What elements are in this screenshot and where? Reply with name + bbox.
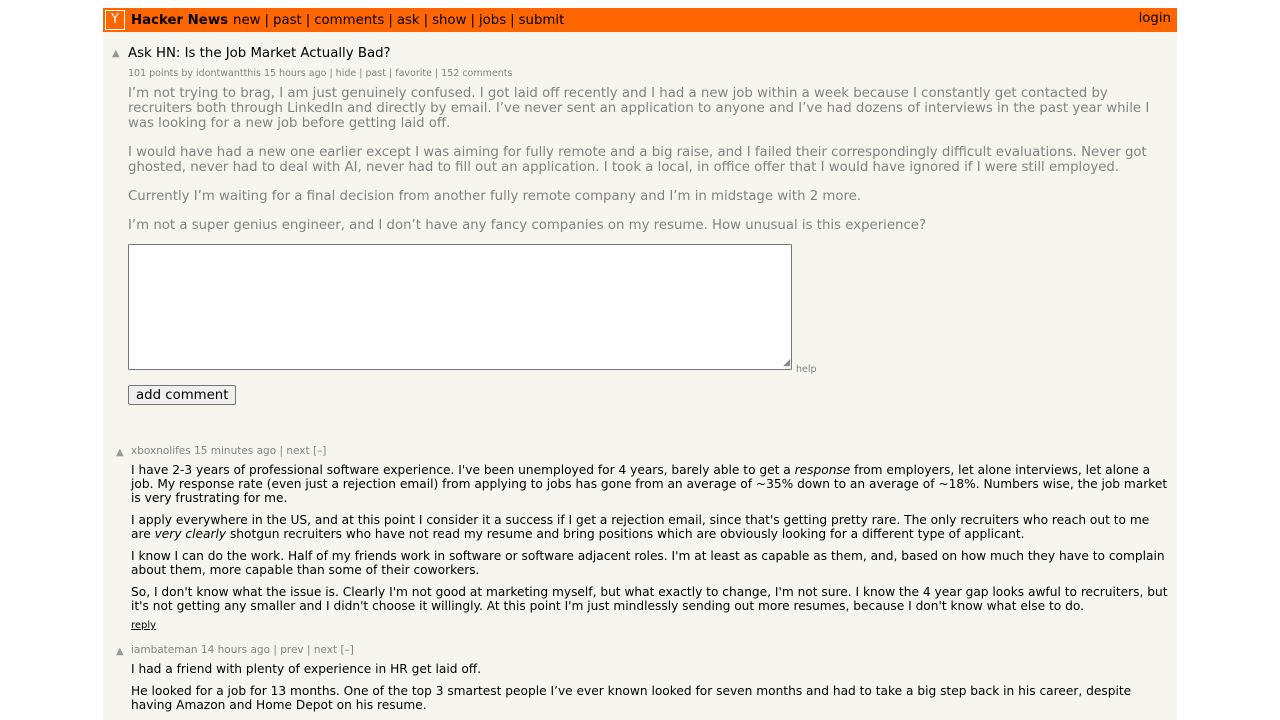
reply-link[interactable]: reply [131,620,157,631]
comment-paragraph: I had a friend with plenty of experience in HR get laid off. [131,662,482,676]
page-container [103,8,1177,720]
comment-paragraph: I have 2-3 years of professional software experience. I've been unemployed for 4 years, barely able to get a response from employers, let alone interviews, let alone a job. My response rate (even just a rejection email) from applying to jobs has gone from an average of ~35% down to an average of ~18%. Numbers wise, the job market is very frustrating for me. [131,463,1168,505]
story-paragraph: Currently I’m waiting for a final decision from another fully remote company and I’m in midstage with 2 more. [128,189,862,204]
site-name-link[interactable]: Hacker News [131,12,229,28]
help-link[interactable]: help [796,364,817,375]
login-link[interactable]: login [1138,11,1171,26]
comment-paragraph: So, I don't know what the issue is. Clearly I'm not good at marketing myself, but what exactly to change, I'm not sure. I know the 4 year gap looks awful to recruiters, but it's not getting any smaller and I didn't choose it willingly. At this point I'm just mindlessly sending out more resumes, because I don't know what else to do. [131,585,1168,613]
story-paragraph: I would have had a new one earlier except I was aiming for fully remote and a big raise, and I failed their correspondingly difficult evaluations. Never got ghosted, never had to deal with AI, never had to fill out an application. I took a local, in office offer that I would have ignored if I were still employed. [128,145,1147,175]
upvote-icon[interactable]: ▲ [116,447,124,458]
nav-comments[interactable]: comments [314,12,385,28]
comment-text [131,463,1171,621]
y-logo-icon[interactable]: Y [105,10,125,30]
comment-text [131,662,1171,720]
comment-paragraph: I apply everywhere in the US, and at this point I consider it a success if I get a rejection email, since that's getting pretty rare. The only recruiters who reach out to me are very clearly shotgun recruiters who have not read my resume and bring positions which are obviously looking for a different type of applicant. [131,513,1150,541]
nav-show[interactable]: show [432,12,467,28]
comment-head: iambateman 14 hours ago | prev | next [–] [131,644,354,656]
nav-links [233,13,564,28]
story-paragraph: I’m not trying to brag, I am just genuinely confused. I got laid off recently and I had a new job within a week because I constantly get contacted by recruiters both through LinkedIn and directly by email. I’ve never sent an application to anyone and I’ve had dozens of interviews in the past year while I was looking for a new job before getting laid off. [128,86,1150,131]
nav-jobs[interactable]: jobs [478,12,507,28]
comment-paragraph: He looked for a job for 13 months. One of the top 3 smartest people I’ve ever known looked for seven months and had to take a big step back in his career, despite having Amazon and Home Depot on his resume. [131,684,1132,712]
nav-separator: | [510,12,515,28]
nav-past[interactable]: past [273,12,302,28]
nav-new[interactable]: new [233,12,261,28]
story-text [128,86,1158,247]
story-subtext: 101 points by idontwantthis 15 hours ago | hide | past | favorite | 152 comments [128,68,513,79]
top-nav-bar [103,8,1177,32]
comment-textarea[interactable] [128,244,792,370]
resize-grip-icon[interactable]: ◢ [783,358,790,368]
nav-submit[interactable]: submit [518,12,565,28]
nav-separator: | [305,12,311,28]
nav-separator: | [388,12,393,28]
story-paragraph: I’m not a super genius engineer, and I don’t have any fancy companies on my resume. How unusual is this experience? [128,218,927,233]
add-comment-button[interactable]: add comment [128,385,236,405]
nav-separator: | [470,12,475,28]
story-title[interactable]: Ask HN: Is the Job Market Actually Bad? [128,46,391,61]
nav-ask[interactable]: ask [396,12,420,28]
comment-head: xboxnolifes 15 minutes ago | next [–] [131,445,327,457]
nav-separator: | [264,12,269,28]
nav-separator: | [423,12,429,28]
upvote-icon[interactable]: ▲ [116,646,124,657]
comment-paragraph: I know I can do the work. Half of my friends work in software or software adjacent roles. I'm at least as capable as them, and, based on how much they have to complain about them, more capable than some of their coworkers. [131,549,1165,577]
upvote-icon[interactable]: ▲ [112,48,120,59]
